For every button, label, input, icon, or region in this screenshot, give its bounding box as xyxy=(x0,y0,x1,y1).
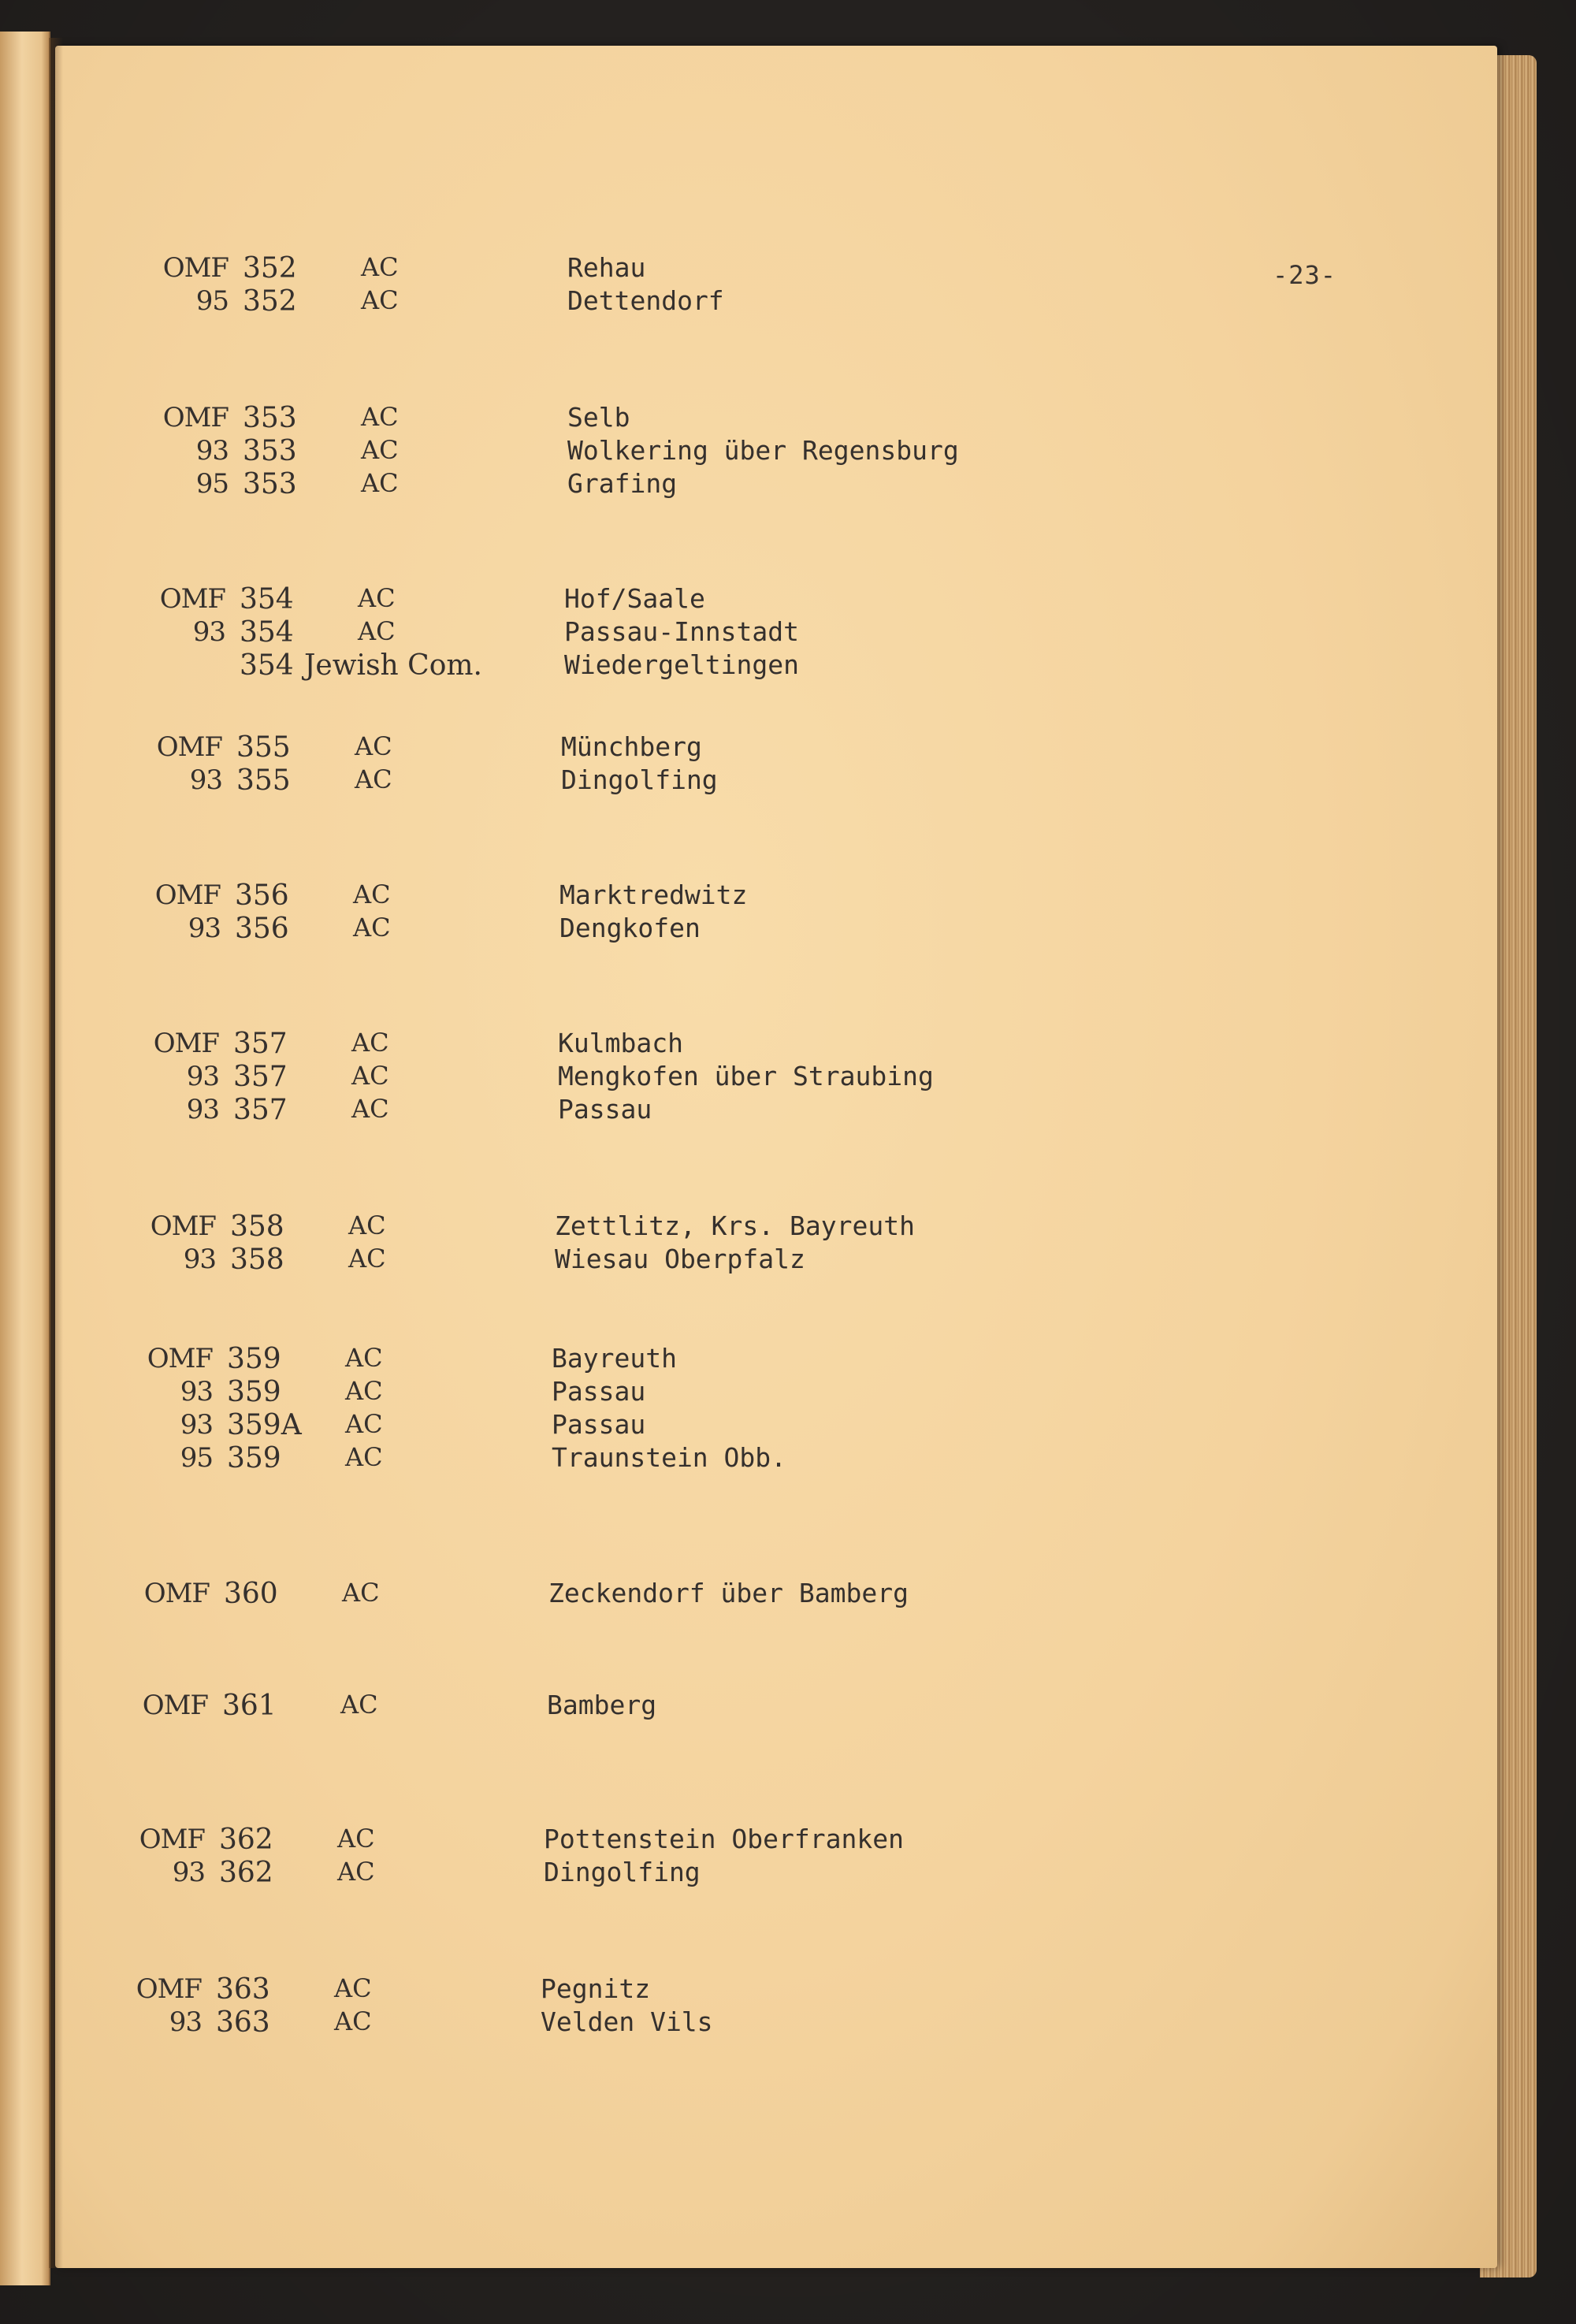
entry-prefix: 93 xyxy=(180,1409,213,1441)
entry-code: AC xyxy=(337,1857,375,1887)
entry-place: Pegnitz xyxy=(541,1973,651,2004)
entry-code: AC xyxy=(358,616,396,646)
list-item xyxy=(154,616,1258,651)
list-item xyxy=(150,913,1253,947)
entry-prefix: OMF xyxy=(159,583,225,615)
entry-place: Wiesau Oberpfalz xyxy=(555,1244,805,1274)
entry-prefix: 93 xyxy=(180,1376,213,1407)
entry-code: AC xyxy=(361,435,399,465)
gutter-shadow xyxy=(49,38,63,2268)
entry-place: Münchberg xyxy=(561,731,702,762)
list-item xyxy=(142,1376,1245,1411)
entry-prefix: OMF xyxy=(156,731,222,763)
entry-number: 353 xyxy=(243,435,297,467)
entry-code: AC xyxy=(351,1061,389,1091)
entry-code: AC xyxy=(361,252,399,282)
entry-prefix: 93 xyxy=(172,1857,205,1888)
entry-prefix: OMF xyxy=(143,1578,210,1609)
entry-prefix: OMF xyxy=(147,1343,213,1374)
document-page xyxy=(55,46,1497,2268)
entry-code: AC xyxy=(351,1028,389,1058)
entry-code: AC xyxy=(361,402,399,432)
entry-prefix: 93 xyxy=(169,2006,202,2038)
entry-prefix: OMF xyxy=(154,879,221,911)
entry-prefix: 95 xyxy=(195,285,229,317)
entry-number: 360 xyxy=(224,1578,278,1610)
entry-place: Rehau xyxy=(567,252,646,283)
entry-code: AC xyxy=(358,583,396,613)
entry-code: AC xyxy=(345,1409,383,1439)
list-item xyxy=(151,731,1254,766)
entry-number: 354 xyxy=(240,583,294,615)
entry-prefix: 93 xyxy=(186,1094,219,1125)
entry-number: 357 xyxy=(233,1094,288,1126)
entry-place: Marktredwitz xyxy=(559,879,748,910)
entry-place: Zeckendorf über Bamberg xyxy=(548,1578,909,1608)
entry-code: AC xyxy=(348,1210,386,1240)
list-item xyxy=(142,1442,1245,1477)
entry-place: Bamberg xyxy=(547,1690,657,1720)
entry-prefix: OMF xyxy=(162,252,229,284)
entry-place: Passau xyxy=(552,1409,646,1440)
list-item xyxy=(158,285,1261,320)
entry-prefix: 93 xyxy=(189,764,222,796)
entry-prefix: 95 xyxy=(180,1442,213,1474)
entry-code: AC xyxy=(334,2006,372,2036)
entry-number: 352 xyxy=(243,252,297,284)
page-number: -23- xyxy=(1273,260,1337,290)
list-item xyxy=(150,879,1253,914)
list-item xyxy=(142,1409,1245,1444)
entry-code: AC xyxy=(361,468,399,498)
entry-place: Grafing xyxy=(567,468,678,499)
entry-code: Jewish Com. xyxy=(304,649,482,682)
entry-place: Hof/Saale xyxy=(564,583,705,614)
list-item xyxy=(145,1210,1248,1245)
list-item xyxy=(148,1028,1251,1062)
entry-place: Dettendorf xyxy=(567,285,724,316)
entry-prefix: OMF xyxy=(142,1690,208,1721)
entry-prefix: OMF xyxy=(153,1028,219,1059)
entry-code: AC xyxy=(345,1442,383,1472)
list-item xyxy=(145,1244,1248,1278)
entry-number: 355 xyxy=(236,731,291,764)
list-item xyxy=(158,468,1261,503)
entry-place: Velden Vils xyxy=(541,2006,713,2037)
entry-prefix: 93 xyxy=(183,1244,216,1275)
entry-code: AC xyxy=(334,1973,372,2003)
entry-place: Passau xyxy=(552,1376,646,1407)
entry-place: Pottenstein Oberfranken xyxy=(544,1824,904,1854)
entry-number: 352 xyxy=(243,285,297,318)
entry-number: 355 xyxy=(236,764,291,797)
list-item xyxy=(148,1061,1251,1095)
entry-place: Dingolfing xyxy=(561,764,718,795)
entry-place: Dingolfing xyxy=(544,1857,701,1887)
entry-number: 353 xyxy=(243,402,297,434)
list-item xyxy=(154,649,1258,684)
entry-code: AC xyxy=(345,1343,383,1373)
list-item xyxy=(158,435,1261,470)
list-item xyxy=(158,402,1261,437)
entry-code: AC xyxy=(351,1094,389,1124)
entry-number: 363 xyxy=(216,1973,270,2006)
list-item xyxy=(142,1343,1245,1378)
entry-prefix: 93 xyxy=(186,1061,219,1092)
entry-prefix: 93 xyxy=(188,913,221,944)
entry-number: 353 xyxy=(243,468,297,500)
entry-code: AC xyxy=(355,731,392,761)
entry-code: AC xyxy=(348,1244,386,1274)
entry-number: 359 xyxy=(227,1376,281,1408)
entry-prefix: 93 xyxy=(192,616,225,648)
entry-number: 356 xyxy=(235,913,289,945)
entry-place: Dengkofen xyxy=(559,913,701,943)
entry-number: 359A xyxy=(227,1409,302,1441)
entry-code: AC xyxy=(353,879,391,909)
entry-place: Kulmbach xyxy=(558,1028,683,1058)
entry-code: AC xyxy=(361,285,399,315)
entry-number: 356 xyxy=(235,879,289,912)
entry-place: Traunstein Obb. xyxy=(552,1442,787,1473)
entry-number: 358 xyxy=(230,1244,284,1276)
entry-code: AC xyxy=(355,764,392,794)
list-item xyxy=(148,1094,1251,1129)
entry-prefix: OMF xyxy=(150,1210,216,1242)
entry-code: AC xyxy=(337,1824,375,1854)
entry-number: 357 xyxy=(233,1028,288,1060)
entry-number: 363 xyxy=(216,2006,270,2039)
entry-number: 359 xyxy=(227,1343,281,1375)
entry-code: AC xyxy=(345,1376,383,1406)
entry-code: AC xyxy=(353,913,391,943)
entry-number: 354 xyxy=(240,616,294,649)
entry-prefix: OMF xyxy=(162,402,229,433)
entry-place: Mengkofen über Straubing xyxy=(558,1061,934,1091)
entry-place: Passau-Innstadt xyxy=(564,616,800,647)
list-item xyxy=(151,764,1254,799)
list-item xyxy=(154,583,1258,618)
list-item xyxy=(134,1824,1237,1858)
entry-prefix: 95 xyxy=(195,468,229,500)
entry-prefix: OMF xyxy=(139,1824,205,1855)
entry-code: AC xyxy=(342,1578,380,1608)
entry-number: 357 xyxy=(233,1061,288,1093)
entry-place: Selb xyxy=(567,402,630,433)
entry-prefix: 93 xyxy=(195,435,229,467)
entry-number: 361 xyxy=(222,1690,277,1722)
entry-place: Bayreuth xyxy=(552,1343,677,1374)
list-item xyxy=(158,252,1261,287)
entry-prefix: OMF xyxy=(136,1973,202,2005)
entry-number: 362 xyxy=(219,1824,273,1856)
entry-place: Passau xyxy=(558,1094,652,1125)
entry-place: Wolkering über Regensburg xyxy=(567,435,959,466)
entry-number: 358 xyxy=(230,1210,284,1243)
list-item xyxy=(137,1690,1240,1724)
entry-number: 354 xyxy=(240,649,294,682)
list-item xyxy=(131,2006,1234,2041)
entry-number: 362 xyxy=(219,1857,273,1889)
list-item xyxy=(134,1857,1237,1891)
entry-number: 359 xyxy=(227,1442,281,1474)
entry-code: AC xyxy=(340,1690,378,1720)
list-item xyxy=(139,1578,1242,1612)
entry-place: Wiedergeltingen xyxy=(564,649,800,680)
entry-place: Zettlitz, Krs. Bayreuth xyxy=(555,1210,915,1241)
list-item xyxy=(131,1973,1234,2008)
left-page-edge xyxy=(0,32,50,2285)
